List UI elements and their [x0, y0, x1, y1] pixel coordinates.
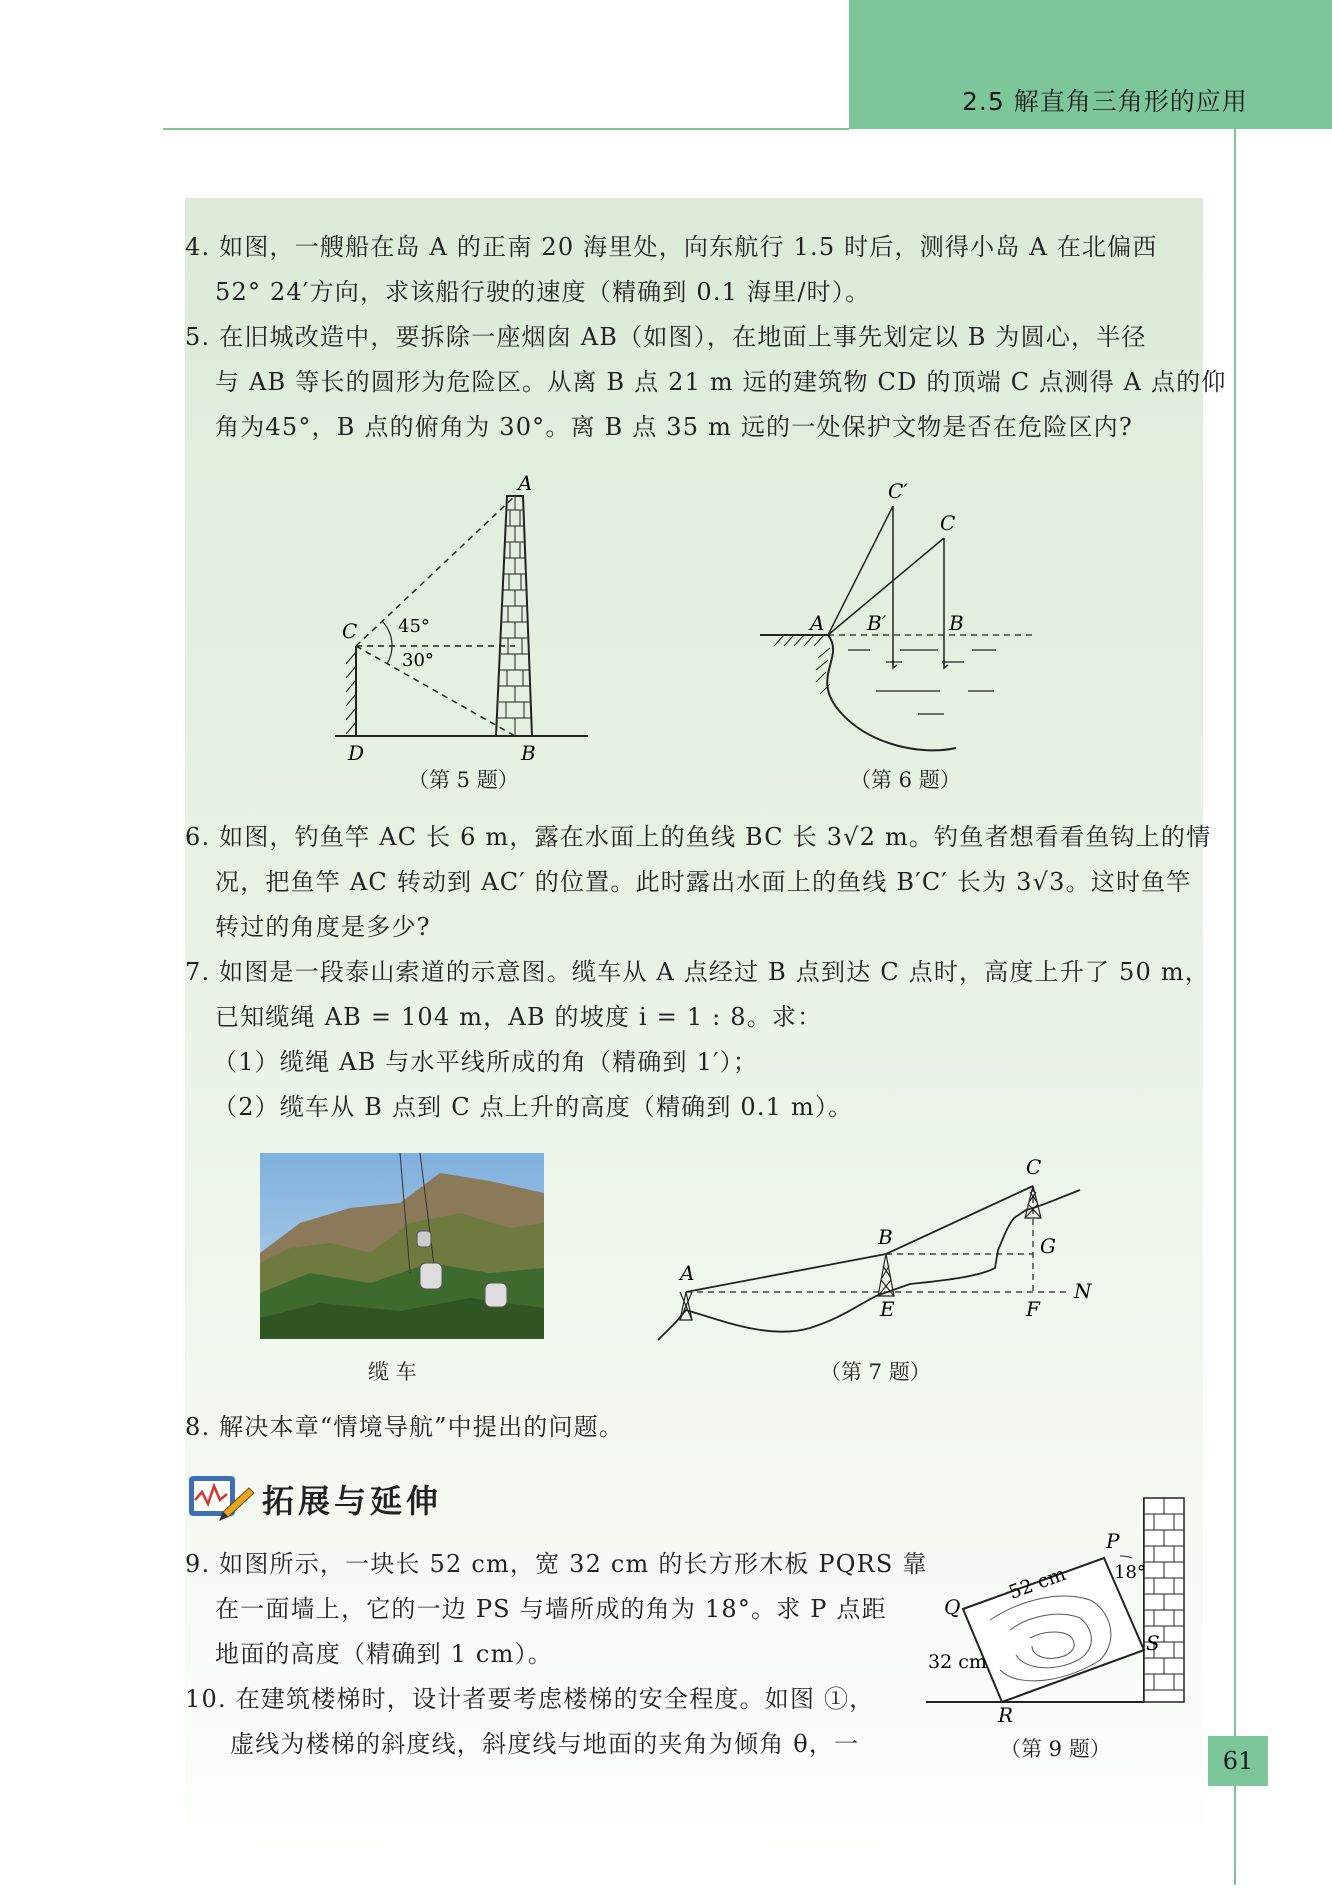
- problem-4-line-2: 52° 24′方向，求该船行驶的速度（精确到 0.1 海里/时）。: [215, 278, 871, 306]
- fig5-angle-45: 45°: [398, 616, 430, 637]
- problem-9-line-2: 在一面墙上，它的一边 PS 与墙所成的角为 18°。求 P 点距: [215, 1595, 887, 1623]
- problem-10-line-1: 10. 在建筑楼梯时，设计者要考虑楼梯的安全程度。如图 ①，: [185, 1685, 875, 1713]
- problem-7-line-4: （2）缆车从 B 点到 C 点上升的高度（精确到 0.1 m）。: [213, 1093, 854, 1121]
- fig5-label-D: D: [348, 741, 365, 765]
- fig9-angle-label: 18°: [1114, 1562, 1146, 1583]
- problem-5-line-1: 5. 在旧城改造中，要拆除一座烟囱 AB（如图），在地面上事先划定以 B 为圆心，半径: [185, 323, 1147, 351]
- cable-car-photo: [260, 1153, 544, 1339]
- fig7-label-E: E: [880, 1297, 895, 1321]
- figure-6-caption: （第 6 题）: [850, 768, 961, 792]
- problem-5-line-2: 与 AB 等长的圆形为危险区。从离 B 点 21 m 远的建筑物 CD 的顶端 C 点测得 A 点的仰: [215, 368, 1227, 396]
- fig9-length-label: 52 cm: [1005, 1562, 1069, 1604]
- problem-6-line-1: 6. 如图，钓鱼竿 AC 长 6 m，露在水面上的鱼线 BC 长 3√2 m。钓鱼者想看看鱼钩上的情: [185, 823, 1212, 851]
- fig5-label-A: A: [518, 471, 533, 495]
- problem-9-line-3: 地面的高度（精确到 1 cm）。: [215, 1640, 553, 1668]
- fig5-label-C: C: [342, 619, 358, 643]
- fig7-label-F: F: [1026, 1297, 1040, 1321]
- fig9-label-S: S: [1146, 1631, 1160, 1655]
- fig6-label-Bp: B′: [867, 611, 887, 635]
- problem-7-line-3: （1）缆绳 AB 与水平线所成的角（精确到 1′）；: [213, 1048, 759, 1076]
- fig9-label-P: P: [1106, 1529, 1120, 1553]
- problem-6-line-2: 况，把鱼竿 AC 转动到 AC′ 的位置。此时露出水面上的鱼线 B′C′ 长为 3√3。这时鱼竿: [215, 868, 1192, 896]
- figure-5-caption: （第 5 题）: [408, 768, 519, 792]
- fig6-label-C: C: [940, 511, 956, 535]
- figure-6-diagram: [750, 478, 1050, 768]
- side-rule: [1234, 129, 1236, 1885]
- figure-5-diagram: [320, 470, 600, 770]
- problem-4-line-1: 4. 如图，一艘船在岛 A 的正南 20 海里处，向东航行 1.5 时后，测得小岛 A 在北偏西: [185, 233, 1158, 261]
- extension-icon: [185, 1470, 257, 1526]
- fig5-angle-30: 30°: [402, 650, 434, 671]
- figure-7-caption: （第 7 题）: [820, 1360, 931, 1384]
- photo-caption: 缆 车: [368, 1360, 417, 1384]
- fig5-label-B: B: [521, 741, 536, 765]
- fig9-label-R: R: [998, 1703, 1014, 1727]
- fig6-label-B: B: [949, 611, 964, 635]
- fig7-label-N: N: [1074, 1279, 1092, 1303]
- problem-7-line-1: 7. 如图是一段泰山索道的示意图。缆车从 A 点经过 B 点到达 C 点时，高度上升了 50 m，: [185, 958, 1210, 986]
- figure-9-caption: （第 9 题）: [1000, 1737, 1111, 1761]
- page-number: 61: [1208, 1736, 1268, 1786]
- fig6-label-Cp: C′: [888, 479, 908, 503]
- fig6-label-A: A: [810, 611, 825, 635]
- problem-6-line-3: 转过的角度是多少?: [215, 913, 431, 941]
- figure-7-diagram: [650, 1150, 1110, 1360]
- problem-10-line-2: 虚线为楼梯的斜度线，斜度线与地面的夹角为倾角 θ，一: [230, 1730, 860, 1758]
- fig7-label-B: B: [878, 1225, 893, 1249]
- problem-5-line-3: 角为45°，B 点的俯角为 30°。离 B 点 35 m 远的一处保护文物是否在危险区内?: [215, 413, 1133, 441]
- figure-9-diagram: [920, 1490, 1190, 1730]
- fig9-width-label: 32 cm: [928, 1651, 987, 1673]
- fig7-label-A: A: [680, 1261, 695, 1285]
- problem-7-line-2: 已知缆绳 AB = 104 m，AB 的坡度 i = 1 : 8。求：: [215, 1003, 823, 1031]
- header-rule: [163, 128, 849, 130]
- problem-9-line-1: 9. 如图所示，一块长 52 cm，宽 32 cm 的长方形木板 PQRS 靠: [185, 1550, 928, 1578]
- fig7-label-G: G: [1040, 1234, 1056, 1258]
- fig9-label-Q: Q: [944, 1595, 961, 1619]
- problem-8-line-1: 8. 解决本章“情境导航”中提出的问题。: [185, 1413, 625, 1441]
- section-title: 2.5 解直角三角形的应用: [962, 87, 1248, 116]
- extension-heading: 拓展与延伸: [262, 1482, 443, 1520]
- fig7-label-C: C: [1026, 1155, 1042, 1179]
